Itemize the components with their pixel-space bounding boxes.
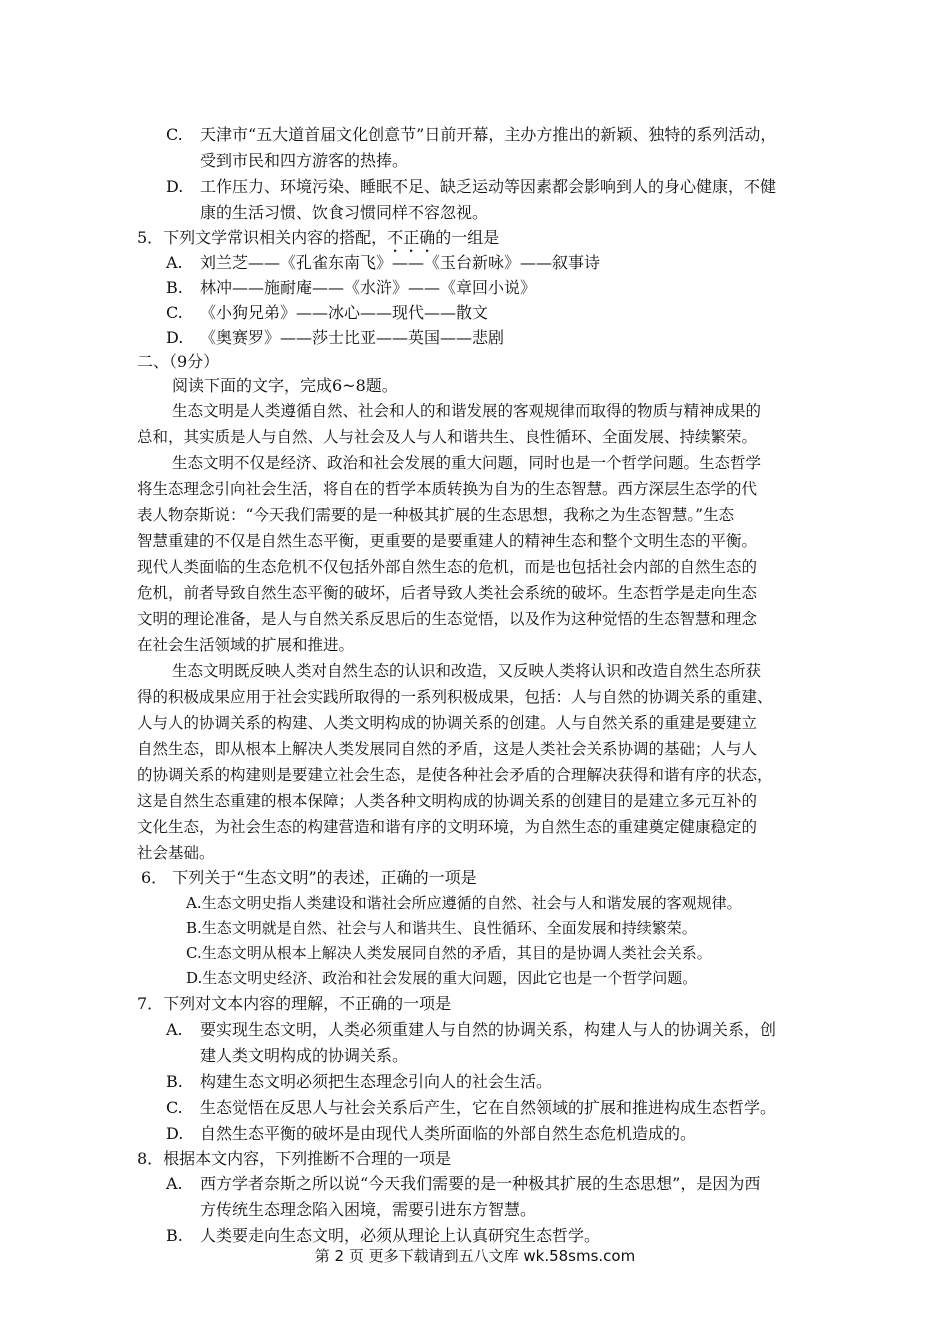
q7-option-c (166, 1097, 776, 1119)
q8-stem: 8．根据本文内容，下列推断不合理的一项是 (137, 1149, 452, 1168)
q6-stem: 6． 下列关于“生态文明”的表述，正确的一项是 (141, 868, 477, 887)
q8-option-a (166, 1173, 760, 1195)
q6-option-b: B.生态文明就是自然、社会与人和谐共生、良性循环、全面发展和持续繁荣。 (186, 919, 697, 937)
option-letter: A. (166, 1020, 183, 1039)
q6-option-c: C.生态文明从根本上解决人类发展同自然的矛盾，其目的是协调人类社会关系。 (186, 944, 712, 962)
passage-line: 生态文明既反映人类对自然生态的认识和改造，又反映人类将认识和改造自然生态所获 (172, 662, 762, 680)
q5-option-b (166, 277, 536, 299)
option-text: 生态觉悟在反思人与社会关系后产生，它在自然领域的扩展和推进构成生态哲学。 (200, 1098, 777, 1117)
option-letter: C. (166, 125, 183, 144)
option-text: 要实现生态文明，人类必须重建人与自然的协调关系，构建人与人的协调关系，创 (200, 1020, 777, 1039)
option-text: 构建生态文明必须把生态理念引向人的社会生活。 (200, 1072, 553, 1091)
q5-option-d (166, 327, 504, 349)
passage-line: 自然生态，即从根本上解决人类发展同自然的矛盾，这是人类社会关系协调的基础；人与人 (137, 740, 758, 758)
option-letter: D. (166, 328, 184, 347)
option-text: 《奥赛罗》——莎士比亚——英国——悲剧 (200, 328, 505, 347)
q5-option-a (166, 252, 600, 274)
q4-option-c-continued: 受到市民和四方游客的热捧。 (200, 151, 409, 170)
passage-line: 将生态理念引向社会生活，将自在的哲学本质转换为自为的生态智慧。西方深层生态学的代 (137, 480, 758, 498)
section-instruction: 阅读下面的文字，完成6~8题。 (172, 376, 398, 395)
option-letter: D. (166, 177, 184, 196)
q6-option-d: D.生态文明史经济、政治和社会发展的重大问题，因此它也是一个哲学问题。 (186, 969, 698, 987)
passage-line: 危机，前者导致自然生态平衡的破坏，后者导致人类社会系统的破坏。生态哲学是走向生态 (137, 584, 758, 602)
option-text: 工作压力、环境污染、睡眠不足、缺乏运动等因素都会影响到人的身心健康，不健 (200, 177, 777, 196)
option-text: 《小狗兄弟》——冰心——现代——散文 (200, 303, 489, 322)
option-letter: B. (166, 1072, 183, 1091)
passage-line: 生态文明是人类遵循自然、社会和人的和谐发展的客观规律而取得的物质与精神成果的 (172, 402, 762, 420)
passage-line: 文明的理论准备，是人与自然关系反思后的生态觉悟，以及作为这种觉悟的生态智慧和理念 (137, 610, 758, 628)
q7-option-d (166, 1123, 696, 1145)
q7-stem: 7．下列对文本内容的理解，不正确的一项是 (137, 994, 452, 1013)
option-text: 西方学者奈斯之所以说“今天我们需要的是一种极其扩展的生态思想”，是因为西 (200, 1174, 761, 1193)
passage-line: 生态文明不仅是经济、政治和社会发展的重大问题，同时也是一个哲学问题。生态哲学 (172, 454, 762, 472)
page-footer: 第 2 页 更多下载请到五八文库 wk.58sms.com (314, 1247, 636, 1265)
section-heading: 二、（9分） (137, 352, 220, 371)
q4-option-c (166, 124, 776, 146)
option-letter: A. (166, 253, 183, 272)
option-text: 人类要走向生态文明，必须从理论上认真研究生态哲学。 (200, 1226, 601, 1245)
option-letter: D. (166, 1124, 184, 1143)
option-letter: B. (166, 1226, 183, 1245)
passage-line: 人与人的协调关系的构建、人类文明构成的协调关系的创建。人与自然关系的重建是要建立 (137, 714, 758, 732)
passage-line: 得的积极成果应用于社会实践所取得的一系列积极成果，包括：人与自然的协调关系的重建、 (137, 688, 773, 706)
q7-option-b (166, 1071, 552, 1093)
passage-line: 表人物奈斯说：“今天我们需要的是一种极其扩展的生态思想，我称之为生态智慧。”生态 (137, 506, 735, 524)
q5-option-c (166, 302, 488, 324)
q4-option-d (166, 176, 776, 198)
option-text: 林冲——施耐庵——《水浒》——《章回小说》 (200, 278, 537, 297)
option-letter: B. (166, 278, 183, 297)
passage-line: 总和，其实质是人与自然、人与社会及人与人和谐共生、良性循环、全面发展、持续繁荣。 (137, 428, 758, 446)
passage-line: 现代人类面临的生态危机不仅包括外部自然生态的危机，而是也包括社会内部的自然生态的 (137, 558, 758, 576)
q5-stem-part: 5．下列文学常识相关内容的搭配， (137, 228, 388, 247)
q4-option-d-continued: 康的生活习惯、饮食习惯同样不容忽视。 (200, 203, 489, 222)
q8-option-b (166, 1225, 600, 1247)
passage-line: 智慧重建的不仅是自然生态平衡，更重要的是要重建人的精神生态和整个文明生态的平衡。 (137, 532, 758, 550)
q7-option-a-continued: 建人类文明构成的协调关系。 (200, 1046, 409, 1065)
option-letter: C. (166, 303, 183, 322)
passage-line: 这是自然生态重建的根本保障；人类各种文明构成的协调关系的创建目的是建立多元互补的 (137, 792, 758, 810)
q8-option-a-continued: 方传统生态理念陷入困境，需要引进东方智慧。 (200, 1200, 537, 1219)
option-text: 天津市“五大道首届文化创意节”日前开幕，主办方推出的新颖、独特的系列活动， (200, 125, 777, 144)
passage-line: 文化生态，为社会生态的构建营造和谐有序的文明环境，为自然生态的重建奠定健康稳定的 (137, 818, 758, 836)
passage-line: 社会基础。 (137, 844, 215, 862)
q6-option-a: A.生态文明史指人类建设和谐社会所应遵循的自然、社会与人和谐发展的客观规律。 (186, 894, 742, 912)
passage-line: 在社会生活领域的扩展和推进。 (137, 636, 355, 654)
q5-stem-emphasis: 不正确 (387, 228, 436, 247)
passage-line: 的协调关系的构建则是要建立社会生态，是使各种社会矛盾的合理解决获得和谐有序的状态， (137, 766, 773, 784)
option-text: 刘兰芝——《孔雀东南飞》——《玉台新咏》——叙事诗 (200, 253, 601, 272)
option-letter: A. (166, 1174, 183, 1193)
q7-option-a (166, 1019, 776, 1041)
q5-stem-part: 的一组是 (435, 228, 500, 247)
option-text: 自然生态平衡的破坏是由现代人类所面临的外部自然生态危机造成的。 (200, 1124, 697, 1143)
option-letter: C. (166, 1098, 183, 1117)
